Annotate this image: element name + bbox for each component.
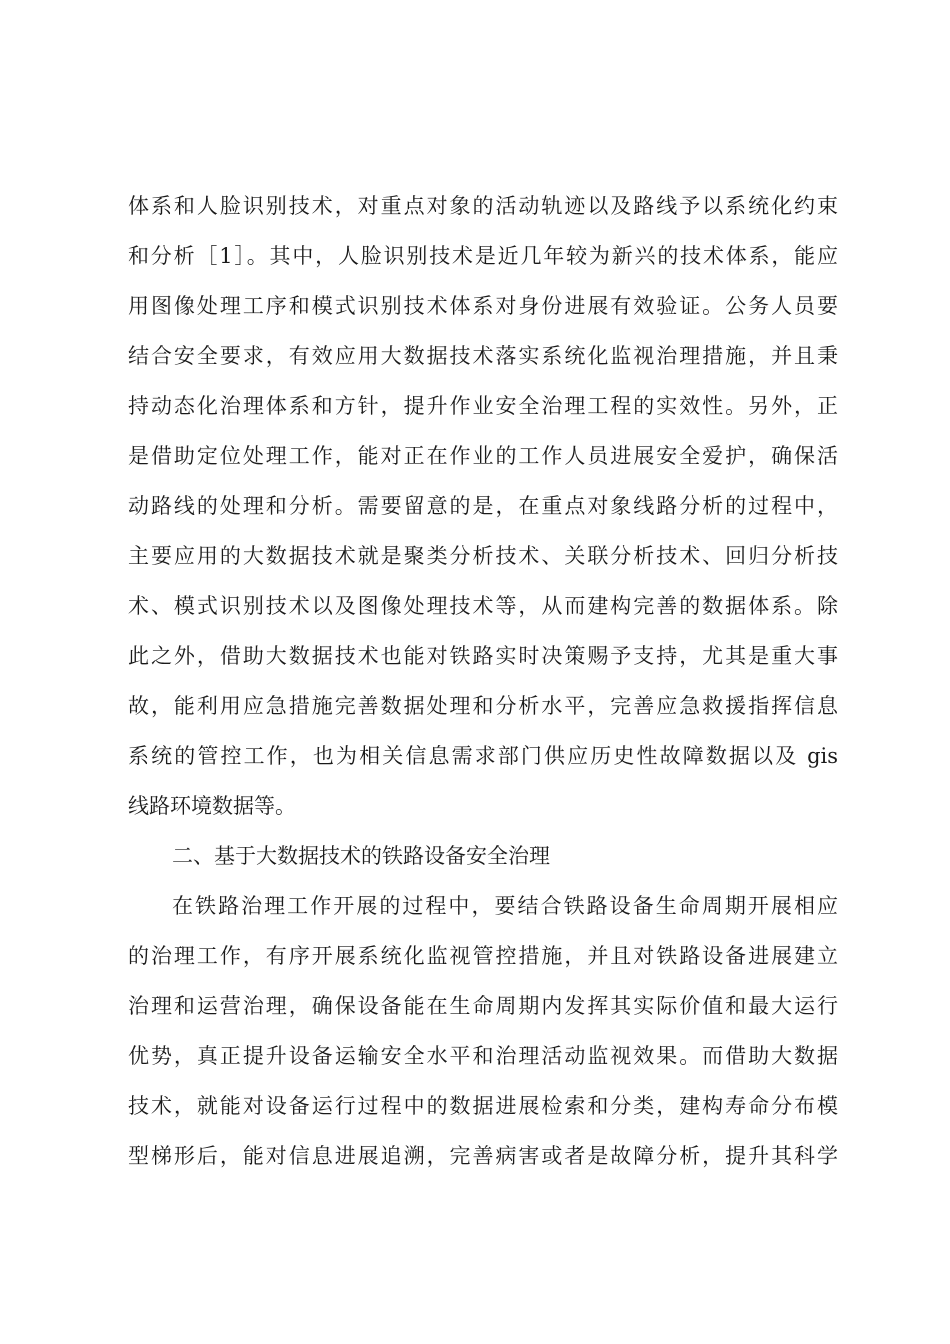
section-heading: 二、基于大数据技术的铁路设备安全治理 xyxy=(172,844,550,868)
paragraph-line: 治理和运营治理，确保设备能在生命周期内发挥其实际价值和最大运行 xyxy=(128,994,838,1018)
paragraph-line: 体系和人脸识别技术，对重点对象的活动轨迹以及路线予以系统化约束 xyxy=(128,194,838,218)
paragraph-line: 结合安全要求，有效应用大数据技术落实系统化监视治理措施，并且秉 xyxy=(128,344,838,368)
paragraph-line: 持动态化治理体系和方针，提升作业安全治理工程的实效性。另外，正 xyxy=(128,394,838,418)
paragraph-line: 在铁路治理工作开展的过程中，要结合铁路设备生命周期开展相应 xyxy=(172,894,838,918)
paragraph-line: 的治理工作，有序开展系统化监视管控措施，并且对铁路设备进展建立 xyxy=(128,944,838,968)
paragraph-line: 和分析［1］。其中，人脸识别技术是近几年较为新兴的技术体系，能应 xyxy=(128,244,838,268)
paragraph-line: 技术，就能对设备运行过程中的数据进展检索和分类，建构寿命分布模 xyxy=(128,1094,838,1118)
paragraph-line: 用图像处理工序和模式识别技术体系对身份进展有效验证。公务人员要 xyxy=(128,294,838,318)
paragraph-line: 是借助定位处理工作，能对正在作业的工作人员进展安全爱护，确保活 xyxy=(128,444,838,468)
paragraph-line: 主要应用的大数据技术就是聚类分析技术、关联分析技术、回归分析技 xyxy=(128,544,838,568)
paragraph-line: 此之外，借助大数据技术也能对铁路实时决策赐予支持，尤其是重大事 xyxy=(128,644,838,668)
paragraph-line: 故，能利用应急措施完善数据处理和分析水平，完善应急救援指挥信息 xyxy=(128,694,838,718)
paragraph-line: 系统的管控工作，也为相关信息需求部门供应历史性故障数据以及 gis xyxy=(128,744,838,768)
paragraph-line: 型梯形后，能对信息进展追溯，完善病害或者是故障分析，提升其科学 xyxy=(128,1144,838,1168)
paragraph-line: 优势，真正提升设备运输安全水平和治理活动监视效果。而借助大数据 xyxy=(128,1044,838,1068)
paragraph-line: 动路线的处理和分析。需要留意的是，在重点对象线路分析的过程中， xyxy=(128,494,838,518)
paragraph-line: 线路环境数据等。 xyxy=(128,794,296,818)
body-text xyxy=(128,188,838,1188)
paragraph-line: 术、模式识别技术以及图像处理技术等，从而建构完善的数据体系。除 xyxy=(128,594,838,618)
